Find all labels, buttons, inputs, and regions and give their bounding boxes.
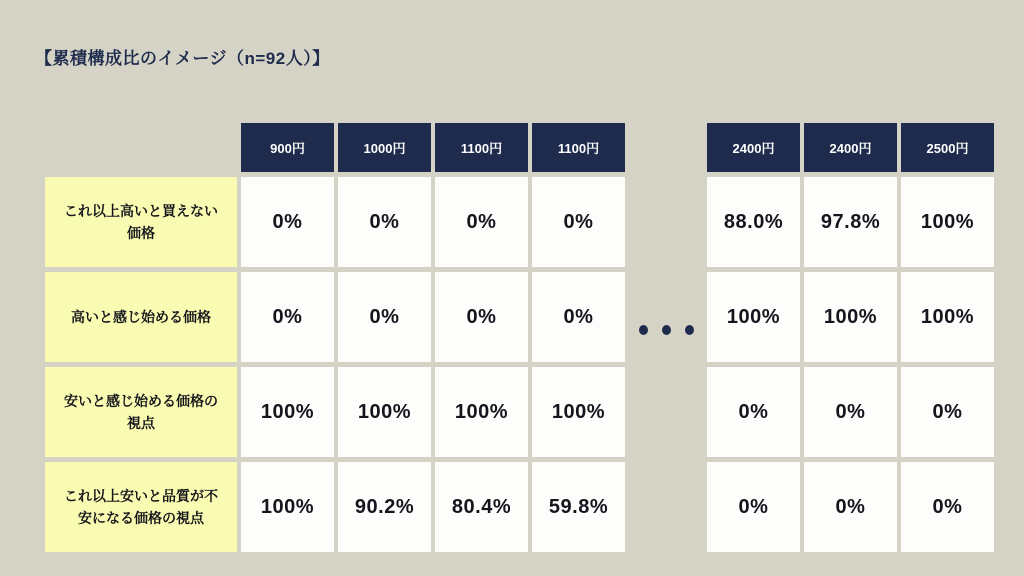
ellipsis-dot — [685, 325, 694, 335]
ellipsis-dot — [662, 325, 671, 335]
row-label-too-cheap-quality: これ以上安いと品質が不安になる価格の視点 — [45, 462, 237, 552]
table-cell: 0% — [338, 177, 431, 267]
column-header-2400yen-b: 2400円 — [804, 123, 897, 172]
table-cell: 100% — [435, 367, 528, 457]
column-header-1100yen-a: 1100円 — [435, 123, 528, 172]
table-cell: 0% — [338, 272, 431, 362]
table-cell: 0% — [435, 272, 528, 362]
ellipsis-dot — [639, 325, 648, 335]
table-cell: 100% — [901, 272, 994, 362]
table-cell: 100% — [532, 367, 625, 457]
table-cell: 100% — [338, 367, 431, 457]
table-cell: 0% — [804, 367, 897, 457]
table-cell: 0% — [532, 272, 625, 362]
column-header-1100yen-b: 1100円 — [532, 123, 625, 172]
row-ellipsis-spacer — [629, 272, 703, 362]
column-header-900yen: 900円 — [241, 123, 334, 172]
table-cell: 100% — [707, 272, 800, 362]
cumulative-ratio-table — [45, 123, 994, 552]
row-ellipsis-spacer — [629, 177, 703, 267]
row-ellipsis-spacer — [629, 367, 703, 457]
table-cell: 0% — [435, 177, 528, 267]
table-cell: 80.4% — [435, 462, 528, 552]
column-header-2400yen-a: 2400円 — [707, 123, 800, 172]
table-cell: 100% — [241, 367, 334, 457]
column-header-2500yen: 2500円 — [901, 123, 994, 172]
row-label-getting-cheap: 安いと感じ始める価格の視点 — [45, 367, 237, 457]
table-cell: 100% — [804, 272, 897, 362]
row-label-too-expensive: これ以上高いと買えない価格 — [45, 177, 237, 267]
table-cell: 0% — [901, 367, 994, 457]
columns-omitted-ellipsis-icon — [629, 320, 703, 340]
table-cell: 0% — [241, 272, 334, 362]
column-header-1000yen: 1000円 — [338, 123, 431, 172]
table-cell: 100% — [901, 177, 994, 267]
row-label-getting-expensive: 高いと感じ始める価格 — [45, 272, 237, 362]
table-cell: 0% — [901, 462, 994, 552]
table-cell: 0% — [707, 462, 800, 552]
header-corner-spacer — [45, 123, 237, 172]
table-cell: 90.2% — [338, 462, 431, 552]
table-cell: 0% — [804, 462, 897, 552]
page-title: 【累積構成比のイメージ（n=92人）】 — [35, 49, 330, 68]
header-ellipsis-spacer — [629, 123, 703, 172]
row-ellipsis-spacer — [629, 462, 703, 552]
table-cell: 100% — [241, 462, 334, 552]
table-cell: 59.8% — [532, 462, 625, 552]
table-cell: 0% — [241, 177, 334, 267]
table-cell: 0% — [707, 367, 800, 457]
table-cell: 0% — [532, 177, 625, 267]
table-cell: 97.8% — [804, 177, 897, 267]
table-cell: 88.0% — [707, 177, 800, 267]
